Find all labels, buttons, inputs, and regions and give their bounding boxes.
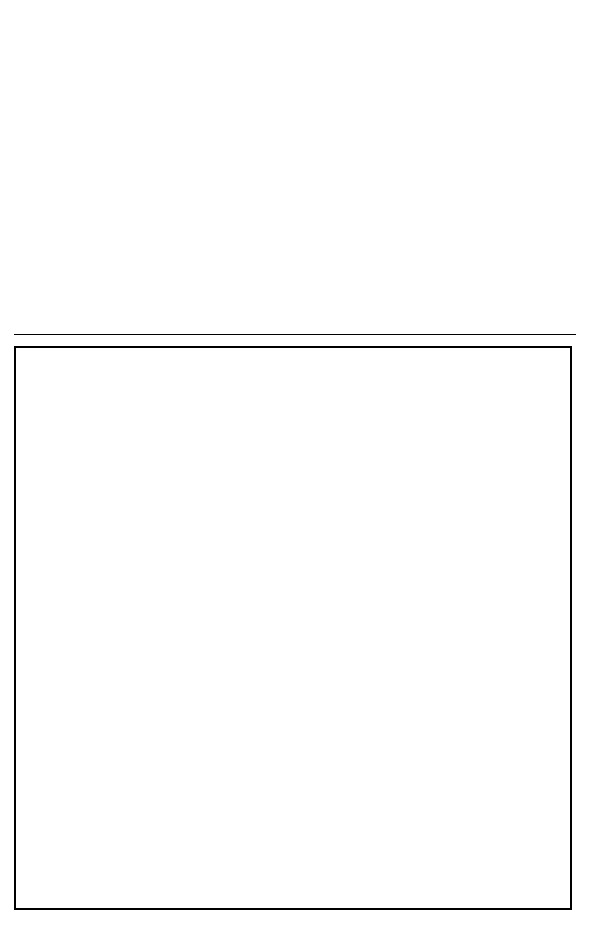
- article-heading: [16, 354, 570, 384]
- section-divider: [14, 334, 576, 335]
- boxed-article: [14, 346, 572, 910]
- top-paragraph: [14, 4, 576, 324]
